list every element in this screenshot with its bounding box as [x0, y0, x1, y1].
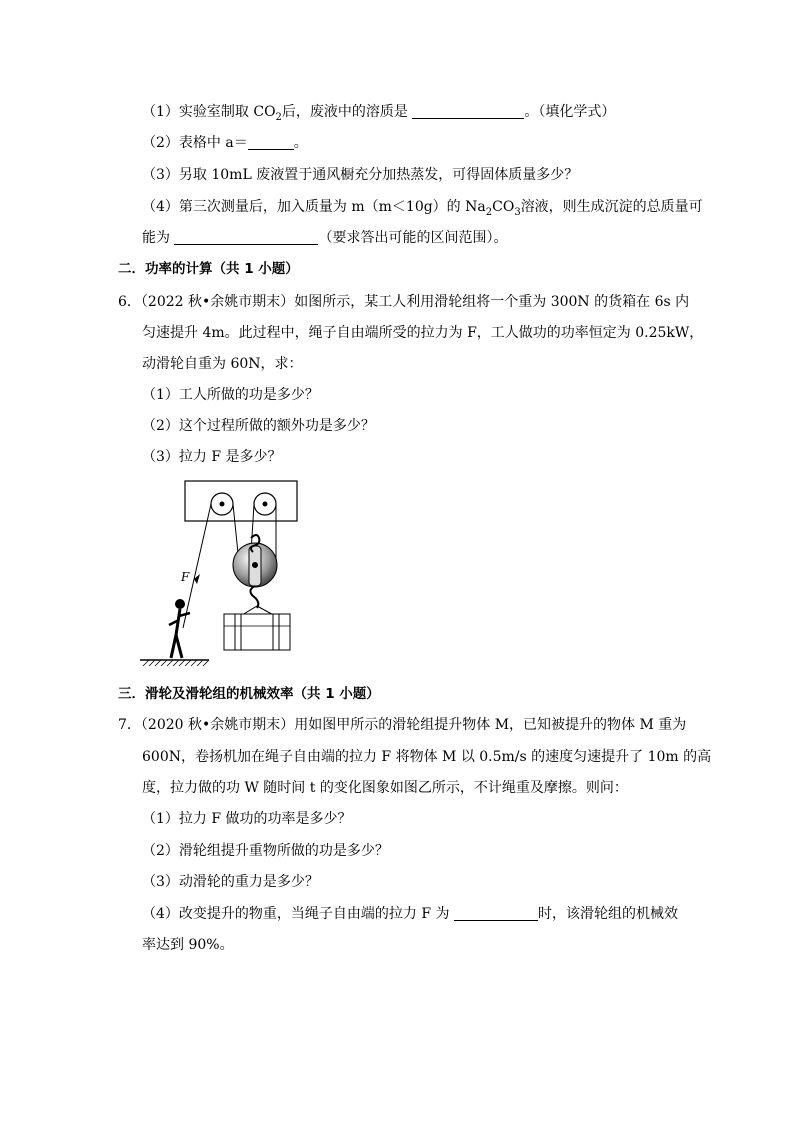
answer-blank[interactable] — [454, 906, 538, 921]
q5-part4: （4）第三次测量后，加入质量为 m（m＜10g）的 $Na_2CO_3$溶液，则生成沉淀的总质量可 — [142, 199, 703, 218]
q6-stem-line2: 匀速提升 4m。此过程中，绳子自由端所受的拉力为 F，工人做功的功率恒定为 0.25kW， — [142, 325, 704, 341]
q7-sub4: （4）改变提升的物重，当绳子自由端的拉力 F 为 时，该滑轮组的机械效 — [142, 906, 678, 922]
q5-part3: （3）另取 10mL 废液置于通风橱充分加热蒸发，可得固体质量多少？ — [142, 167, 579, 183]
q7-stem-line3: 度，拉力做的功 W 随时间 t 的变化图象如图乙所示，不计绳重及摩擦。则问： — [142, 780, 628, 796]
q7-stem-line2: 600N，卷扬机加在绳子自由端的拉力 F 将物体 M 以 0.5m/s 的速度匀速提升了 10m 的高 — [142, 749, 712, 765]
q7-sub2: （2）滑轮组提升重物所做的功是多少？ — [142, 843, 389, 859]
q7-stem-line1: 7．（2020 秋•余姚市期末）用如图甲所示的滑轮组提升物体 M，已知被提升的物体 M 重为 — [118, 717, 687, 733]
answer-blank[interactable] — [412, 104, 524, 119]
q7-sub3: （3）动滑轮的重力是多少？ — [142, 874, 319, 890]
q6-stem-line3: 动滑轮自重为 60N，求： — [142, 356, 303, 372]
q7-sub1: （1）拉力 F 做功的功率是多少？ — [142, 811, 352, 827]
answer-blank[interactable] — [174, 230, 318, 245]
q7-sub4-cont: 率达到 90%。 — [142, 937, 234, 953]
q5-part1: （1）实验室制取 $CO_2$后，废液中的溶质是 。（填化学式） — [142, 104, 616, 123]
q6-sub3: （3）拉力 F 是多少？ — [142, 449, 282, 465]
answer-blank[interactable] — [248, 135, 294, 150]
section-heading: 三．滑轮及滑轮组的机械效率（共 1 小题） — [118, 686, 380, 702]
pulley-figure — [135, 478, 310, 668]
section-heading: 二．功率的计算（共 1 小题） — [118, 261, 299, 277]
q5-part4-cont: 能为 （要求答出可能的区间范围）。 — [142, 230, 508, 246]
q6-stem-line1: 6．（2022 秋•余姚市期末）如图所示，某工人利用滑轮组将一个重为 300N 的货箱在 6s 内 — [118, 294, 690, 310]
q5-part2: （2）表格中 a＝ 。 — [142, 135, 308, 151]
q6-sub1: （1）工人所做的功是多少？ — [142, 387, 319, 403]
force-label: F — [181, 570, 190, 584]
q6-sub2: （2）这个过程所做的额外功是多少？ — [142, 418, 375, 434]
